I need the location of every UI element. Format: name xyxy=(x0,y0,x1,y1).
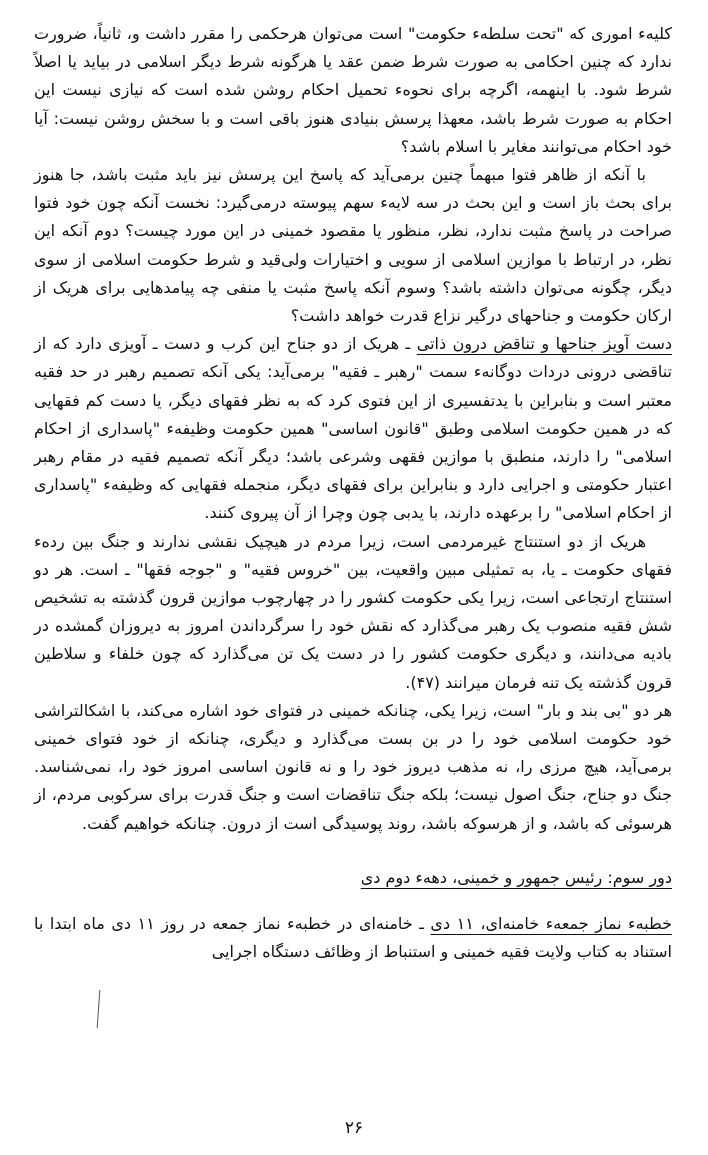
sermon-body: ـ خامنه‌ای در خطبهء نماز جمعه در روز ۱۱ دی ماه ابتدا با استناد به کتاب ولایت فقیه خمینی و استنباط از وظائف دستگاه اجرایی xyxy=(34,913,672,962)
section-heading: دست آویز جناحها و تناقض درون ذاتی xyxy=(416,334,673,354)
paragraph-5: هر دو "بی بند و بار" است، زیرا یکی، چنانکه خمینی در فتوای خود اشاره می‌کند، با اشکالتراشی خود حکومت اسلامی خود را در بن بست می‌گذارد و دیگری، چنانکه از خود فتوای خمینی برمی‌آید، هیچ مرزی را، نه مذهب دیروز خود را و نه قانون اساسی امروز خود را، نمی‌شناسد. جنگ دو جناح، جنگ اصول نیست؛ بلکه جنگ تناقضات است و جنگ قدرت برای سرکوبی مردم، از هرسوئی که باشد، و از هرسوکه باشد، روند پوسیدگی است از درون. چنانکه خواهیم گفت. xyxy=(34,700,672,833)
paragraph-2: با آنکه از ظاهر فتوا مبهماً چنین برمی‌آید که پاسخ این پرسش نیز باید مثبت باشد، جا هنوز برای بحث باز است و این بحث در سه لایهء سهم پیوسته درمی‌گیرد: نخست آنکه چون خود فتوا صراحت در پاسخ مثبت ندارد، نظر، منظور یا مقصود خمینی در این مورد چیست؟ دوم آنکه این نظر، در ارتباط با موازین اسلامی از سویی و اختیارات ولی‌قید و شرط حکومت اسلامی از سوی دیگر، چگونه می‌توان داشته باشد؟ وسوم آنکه پاسخ مثبت یا منفی چه پیامدهایی برای هریک از ارکان حکومت و جناحهای درگیر نزاع قدرت خواهد داشت؟ xyxy=(34,165,672,326)
page-number: ۲۶ xyxy=(344,1118,364,1138)
pencil-mark xyxy=(97,990,101,1028)
section-heading-tail: ـ هریک از دو جناح این کرب و دست ـ xyxy=(146,334,417,354)
sermon-title: خطبهء نماز جمعهء خامنه‌ای، ۱۱ دی xyxy=(430,913,673,933)
paragraph-3 xyxy=(34,330,672,527)
paragraph-4: هریک از دو استنتاج غیرمردمی است، زیرا مردم در هیچیک نقشی ندارند و جنگ بین رده‌ء فقهای حکومت ـ یا، به تمثیلی مبین واقعیت، بین "خروس فقیه" و "جوجه فقها" ـ است. هر دو استنتاج ارتجاعی است، زیرا یکی حکومت کشور را در چهارچوب موازین قرون گذشته به تشخیص شش فقیه منصوب یک رهبر می‌گذارد که نقش خود را سرگرداندن امروز به دیروزان گمشده در بادیه می‌دانند، و دیگری حکومت کشور را در دست یک تن می‌گذارد که چون خلفاء و سلاطین قرون گذشته یک تنه فرمان میرانند (۴۷). xyxy=(34,531,672,692)
paragraph-1: کلیهء اموری که "تحت سلطهء حکومت" است می‌توان هرحکمی را مقرر داشت و، ثانیاً، ضرورت ندارد که چنین احکامی به صورت شرط ضمن عقد یا هرگونه شرط دیگر اسلامی در بیاید یا اصلاً شرط شود. با اینهمه، اگرچه برای نحوهء تحمیل احکام روشن شده است که نیازی نیست این احکام به صورت شرط باشد، معهذا پرسش بنیادی هنوز باقی است و با سخش روشن نیست: آیا خود احکام می‌توانند مغایر با اسلام باشد؟ xyxy=(34,24,672,156)
period-heading: دور سوم: رئیس جمهور و خمینی، دههء دوم دی xyxy=(360,867,672,887)
paragraph-3-body: آویزی دارد که از تناقضی درونی دردات دوگانهء سمت "رهبر ـ فقیه" برمی‌آید: یکی آنکه تصمیم رهبر در حد فقیه معتبر است و بنابراین با یدتفسیری از این فتوی کرد که به نظر فقهای دیگر، یا دست کم فقهایی که در همین حکومت اسلامی وطبق "قانون اساسی" همین حکومت وظیفهء "پاسداری از احکام اسلامی" را دارند، منطبق با موازین فقهی وشرعی باشد؛ دیگر آنکه تصمیم فقیه در مقام رهبر اعتبار حکومتی و اجرایی دارد و بنابراین برای فقهای دیگر، منجمله فقهایی که وظیفهء "پاسداری از احکام اسلامی" را برعهده دارند، با یدبی چون وچرا از آن پیروی کنند. xyxy=(34,334,672,523)
paragraph-6 xyxy=(34,910,672,966)
